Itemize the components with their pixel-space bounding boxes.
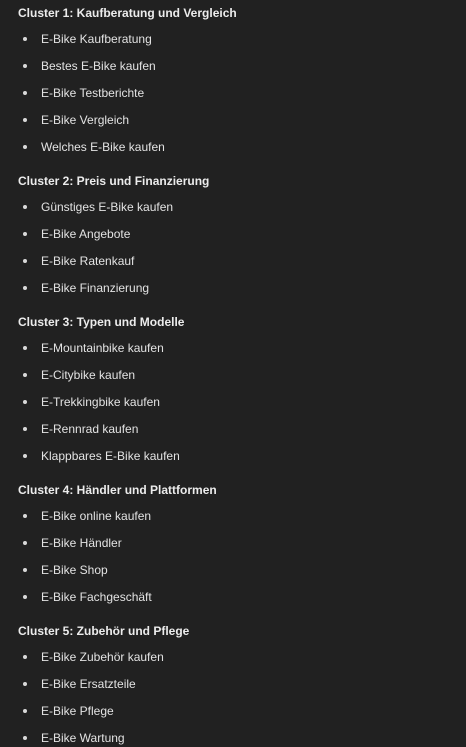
list-item	[0, 86, 466, 100]
bullet-icon	[23, 709, 27, 713]
list-item	[0, 449, 466, 463]
list-item-label: E-Bike online kaufen	[41, 509, 152, 523]
bullet-icon	[23, 145, 27, 149]
bullet-icon	[23, 595, 27, 599]
list-item	[0, 395, 466, 409]
bullet-icon	[23, 514, 27, 518]
list-item-label: E-Bike Pflege	[41, 704, 114, 718]
cluster-title: Cluster 1: Kaufberatung und Vergleich	[18, 6, 237, 20]
list-item-label: Klappbares E-Bike kaufen	[41, 449, 180, 463]
list-item-label: E-Bike Händler	[41, 536, 122, 550]
list-item-label: E-Bike Zubehör kaufen	[41, 650, 164, 664]
bullet-icon	[23, 37, 27, 41]
bullet-icon	[23, 400, 27, 404]
list-item	[0, 200, 466, 214]
list-item-label: Bestes E-Bike kaufen	[41, 59, 156, 73]
list-item	[0, 59, 466, 73]
list-item-label: E-Rennrad kaufen	[41, 422, 139, 436]
list-item-label: E-Bike Kaufberatung	[41, 32, 152, 46]
list-item	[0, 32, 466, 46]
list-item	[0, 677, 466, 691]
list-item	[0, 368, 466, 382]
list-item	[0, 254, 466, 268]
cluster-title: Cluster 2: Preis und Finanzierung	[18, 174, 210, 188]
list-item-label: E-Bike Ratenkauf	[41, 254, 135, 268]
list-item	[0, 650, 466, 664]
cluster-title: Cluster 4: Händler und Plattformen	[18, 483, 217, 497]
list-item-label: E-Bike Vergleich	[41, 113, 130, 127]
bullet-icon	[23, 286, 27, 290]
cluster-title: Cluster 3: Typen und Modelle	[18, 315, 185, 329]
list-item	[0, 422, 466, 436]
list-item-label: E-Bike Shop	[41, 563, 108, 577]
list-item	[0, 281, 466, 295]
bullet-icon	[23, 232, 27, 236]
list-item-label: E-Bike Ersatzteile	[41, 677, 136, 691]
list-item	[0, 227, 466, 241]
list-item	[0, 731, 466, 745]
list-item-label: E-Bike Fachgeschäft	[41, 590, 152, 604]
bullet-icon	[23, 259, 27, 263]
bullet-icon	[23, 118, 27, 122]
bullet-icon	[23, 91, 27, 95]
list-item	[0, 563, 466, 577]
bullet-icon	[23, 568, 27, 572]
bullet-icon	[23, 205, 27, 209]
list-item	[0, 704, 466, 718]
bullet-icon	[23, 541, 27, 545]
list-item-label: E-Bike Angebote	[41, 227, 131, 241]
list-item-label: E-Bike Testberichte	[41, 86, 145, 100]
list-item-label: E-Bike Wartung	[41, 731, 125, 745]
bullet-icon	[23, 655, 27, 659]
list-item-label: E-Trekkingbike kaufen	[41, 395, 160, 409]
list-item	[0, 536, 466, 550]
cluster-title: Cluster 5: Zubehör und Pflege	[18, 624, 190, 638]
list-item-label: E-Mountainbike kaufen	[41, 341, 164, 355]
list-item	[0, 113, 466, 127]
list-item	[0, 509, 466, 523]
bullet-icon	[23, 736, 27, 740]
bullet-icon	[23, 373, 27, 377]
list-item-label: E-Citybike kaufen	[41, 368, 136, 382]
bullet-icon	[23, 682, 27, 686]
bullet-icon	[23, 64, 27, 68]
bullet-icon	[23, 346, 27, 350]
list-item	[0, 341, 466, 355]
list-item	[0, 590, 466, 604]
bullet-icon	[23, 427, 27, 431]
bullet-icon	[23, 454, 27, 458]
list-item-label: Günstiges E-Bike kaufen	[41, 200, 174, 214]
list-item-label: Welches E-Bike kaufen	[41, 140, 165, 154]
list-item-label: E-Bike Finanzierung	[41, 281, 150, 295]
list-item	[0, 140, 466, 154]
